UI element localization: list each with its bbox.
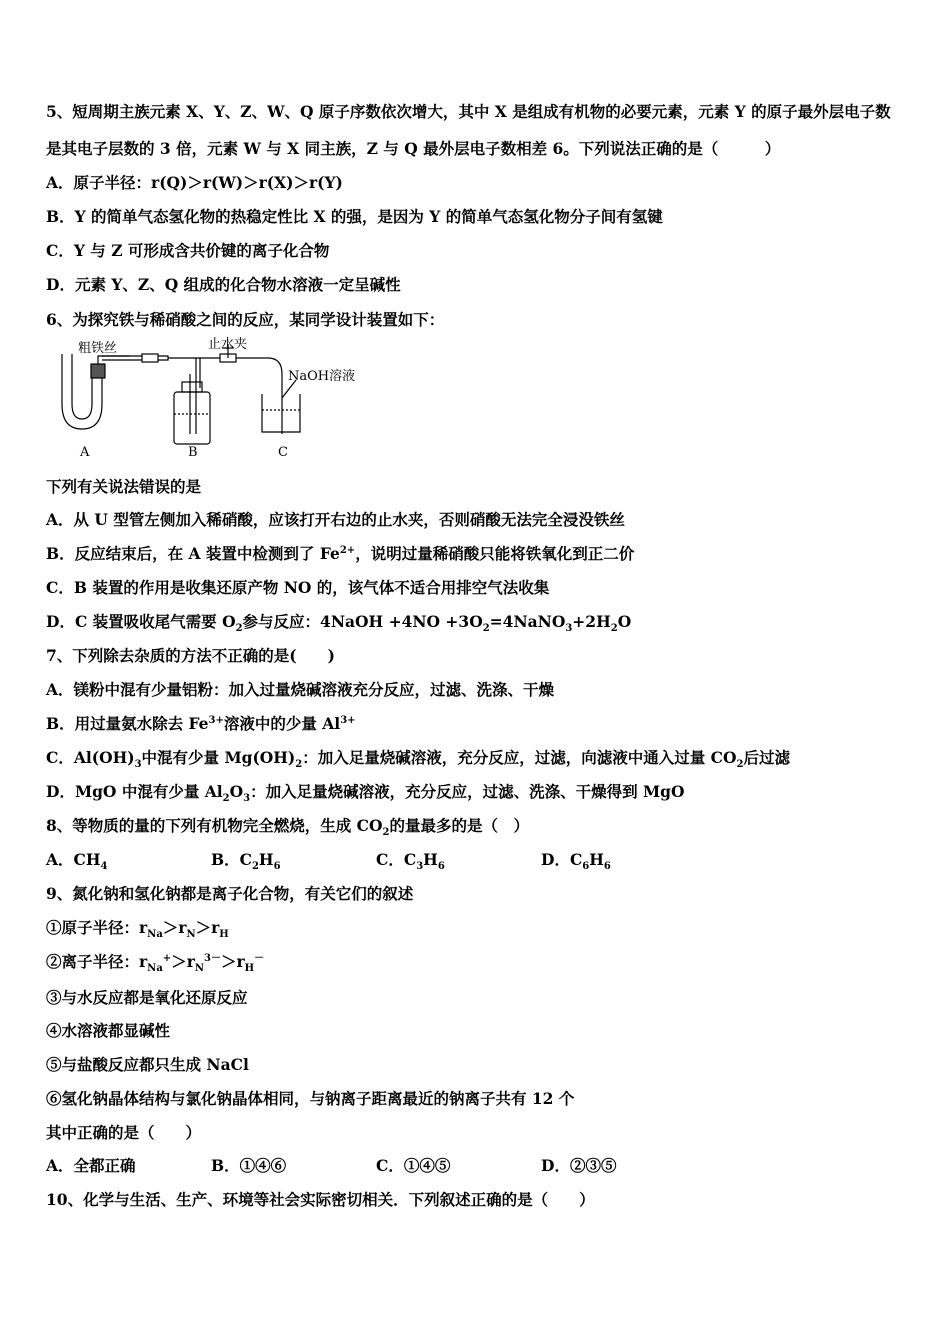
q9-option-b: B．①④⑥: [211, 1156, 287, 1175]
q5-stem-line2: 是其电子层数的 3 倍，元素 W 与 X 同主族，Z 与 Q 最外层电子数相差 6。下列说法正确的是（ ）: [46, 139, 781, 158]
gas-bottle: [174, 358, 210, 444]
q9-item-5: ⑤与盐酸反应都只生成 NaCl: [46, 1055, 249, 1074]
q6-stem: 6、为探究铁与稀硝酸之间的反应，某同学设计装置如下：: [46, 310, 445, 329]
label-naoh: NaOH溶液: [288, 369, 356, 384]
q7-option-c: C．$Al(OH)_3$中混有少量 $Mg(OH)_2$：加入足量烧碱溶液，充分反应，过滤，向滤液中通入过量 $CO_2$后过滤: [46, 748, 790, 771]
q6-apparatus-figure: [50, 334, 380, 464]
q8-option-b: B．$C_2H_6$: [211, 850, 281, 873]
q9-option-d: D．②③⑤: [541, 1156, 617, 1175]
q6-option-b: B．反应结束后，在 A 装置中检测到了 $Fe^{2+}$，说明过量稀硝酸只能将铁氧化到正二价: [46, 544, 635, 563]
connecting-tube: [102, 354, 268, 388]
q9-option-a: A．全都正确: [46, 1156, 136, 1175]
label-b: B: [188, 445, 198, 460]
q8-option-d: D．$C_6H_6$: [541, 850, 611, 873]
q8-stem: 8、等物质的量的下列有机物完全燃烧，生成 $CO_2$的量最多的是（ ）: [46, 816, 530, 839]
q6-option-d: D．C 装置吸收尾气需要 $O_2$参与反应：4NaOH $+4NO +3O_2=4NaNO_3+2H_2O$: [46, 612, 632, 635]
label-a: A: [80, 445, 90, 460]
label-c: C: [278, 445, 288, 460]
q7-stem: 7、下列除去杂质的方法不正确的是( ): [46, 646, 335, 665]
q9-question: 其中正确的是（ ）: [46, 1123, 202, 1142]
q9-item-4: ④水溶液都显碱性: [46, 1021, 171, 1040]
q6-option-c: C．B 装置的作用是收集还原产物 NO 的，该气体不适合用排空气法收集: [46, 578, 550, 597]
q9-option-c: C．①④⑤: [376, 1156, 451, 1175]
q5-option-b: B．Y 的简单气态氢化物的热稳定性比 X 的强，是因为 Y 的简单气态氢化物分子间有氢键: [46, 207, 663, 226]
q5-option-a: A．原子半径：r(Q)＞r(W)＞r(X)＞r(Y): [46, 173, 343, 192]
label-wire: 粗铁丝: [78, 341, 118, 356]
q9-item-3: ③与水反应都是氧化还原反应: [46, 988, 248, 1007]
q8-option-c: C．$C_3H_6$: [376, 850, 445, 873]
q10-stem: 10、化学与生活、生产、环境等社会实际密切相关．下列叙述正确的是（ ）: [46, 1190, 595, 1209]
q7-option-a: A．镁粉中混有少量铝粉：加入过量烧碱溶液充分反应，过滤、洗涤、干燥: [46, 680, 555, 699]
q6-sub-stem: 下列有关说法错误的是: [46, 477, 202, 496]
u-tube: [62, 354, 130, 429]
q8-option-a: A．$CH_4$: [46, 850, 108, 873]
q7-option-b: B．用过量氨水除去 $Fe^{3+}$溶液中的少量 $Al^{3+}$: [46, 714, 356, 733]
q9-item-6: ⑥氢化钠晶体结构与氯化钠晶体相同，与钠离子距离最近的钠离子共有 12 个: [46, 1089, 575, 1108]
q7-option-d: D．MgO 中混有少量 $Al_2O_3$：加入足量烧碱溶液，充分反应，过滤、洗涤、干燥得到 MgO: [46, 782, 685, 805]
label-clamp: 止水夹: [208, 337, 248, 352]
q9-item-1: ①原子半径：$r_{Na}>r_N>r_H$: [46, 918, 229, 941]
q6-option-a: A．从 U 型管左侧加入稀硝酸，应该打开右边的止水夹，否则硝酸无法完全浸没铁丝: [46, 510, 625, 529]
q5-option-c: C．Y 与 Z 可形成含共价键的离子化合物: [46, 241, 330, 260]
q5-option-d: D．元素 Y、Z、Q 组成的化合物水溶液一定呈碱性: [46, 275, 401, 294]
q9-stem: 9、氮化钠和氢化钠都是离子化合物，有关它们的叙述: [46, 884, 414, 903]
q9-item-2: ②离子半径：$r_{Na}^+>r_N^{3-}>r_H^-$: [46, 952, 265, 975]
q5-stem-line1: 5、短周期主族元素 X、Y、Z、W、Q 原子序数依次增大，其中 X 是组成有机物的必要元素，元素 Y 的原子最外层电子数: [46, 102, 891, 121]
